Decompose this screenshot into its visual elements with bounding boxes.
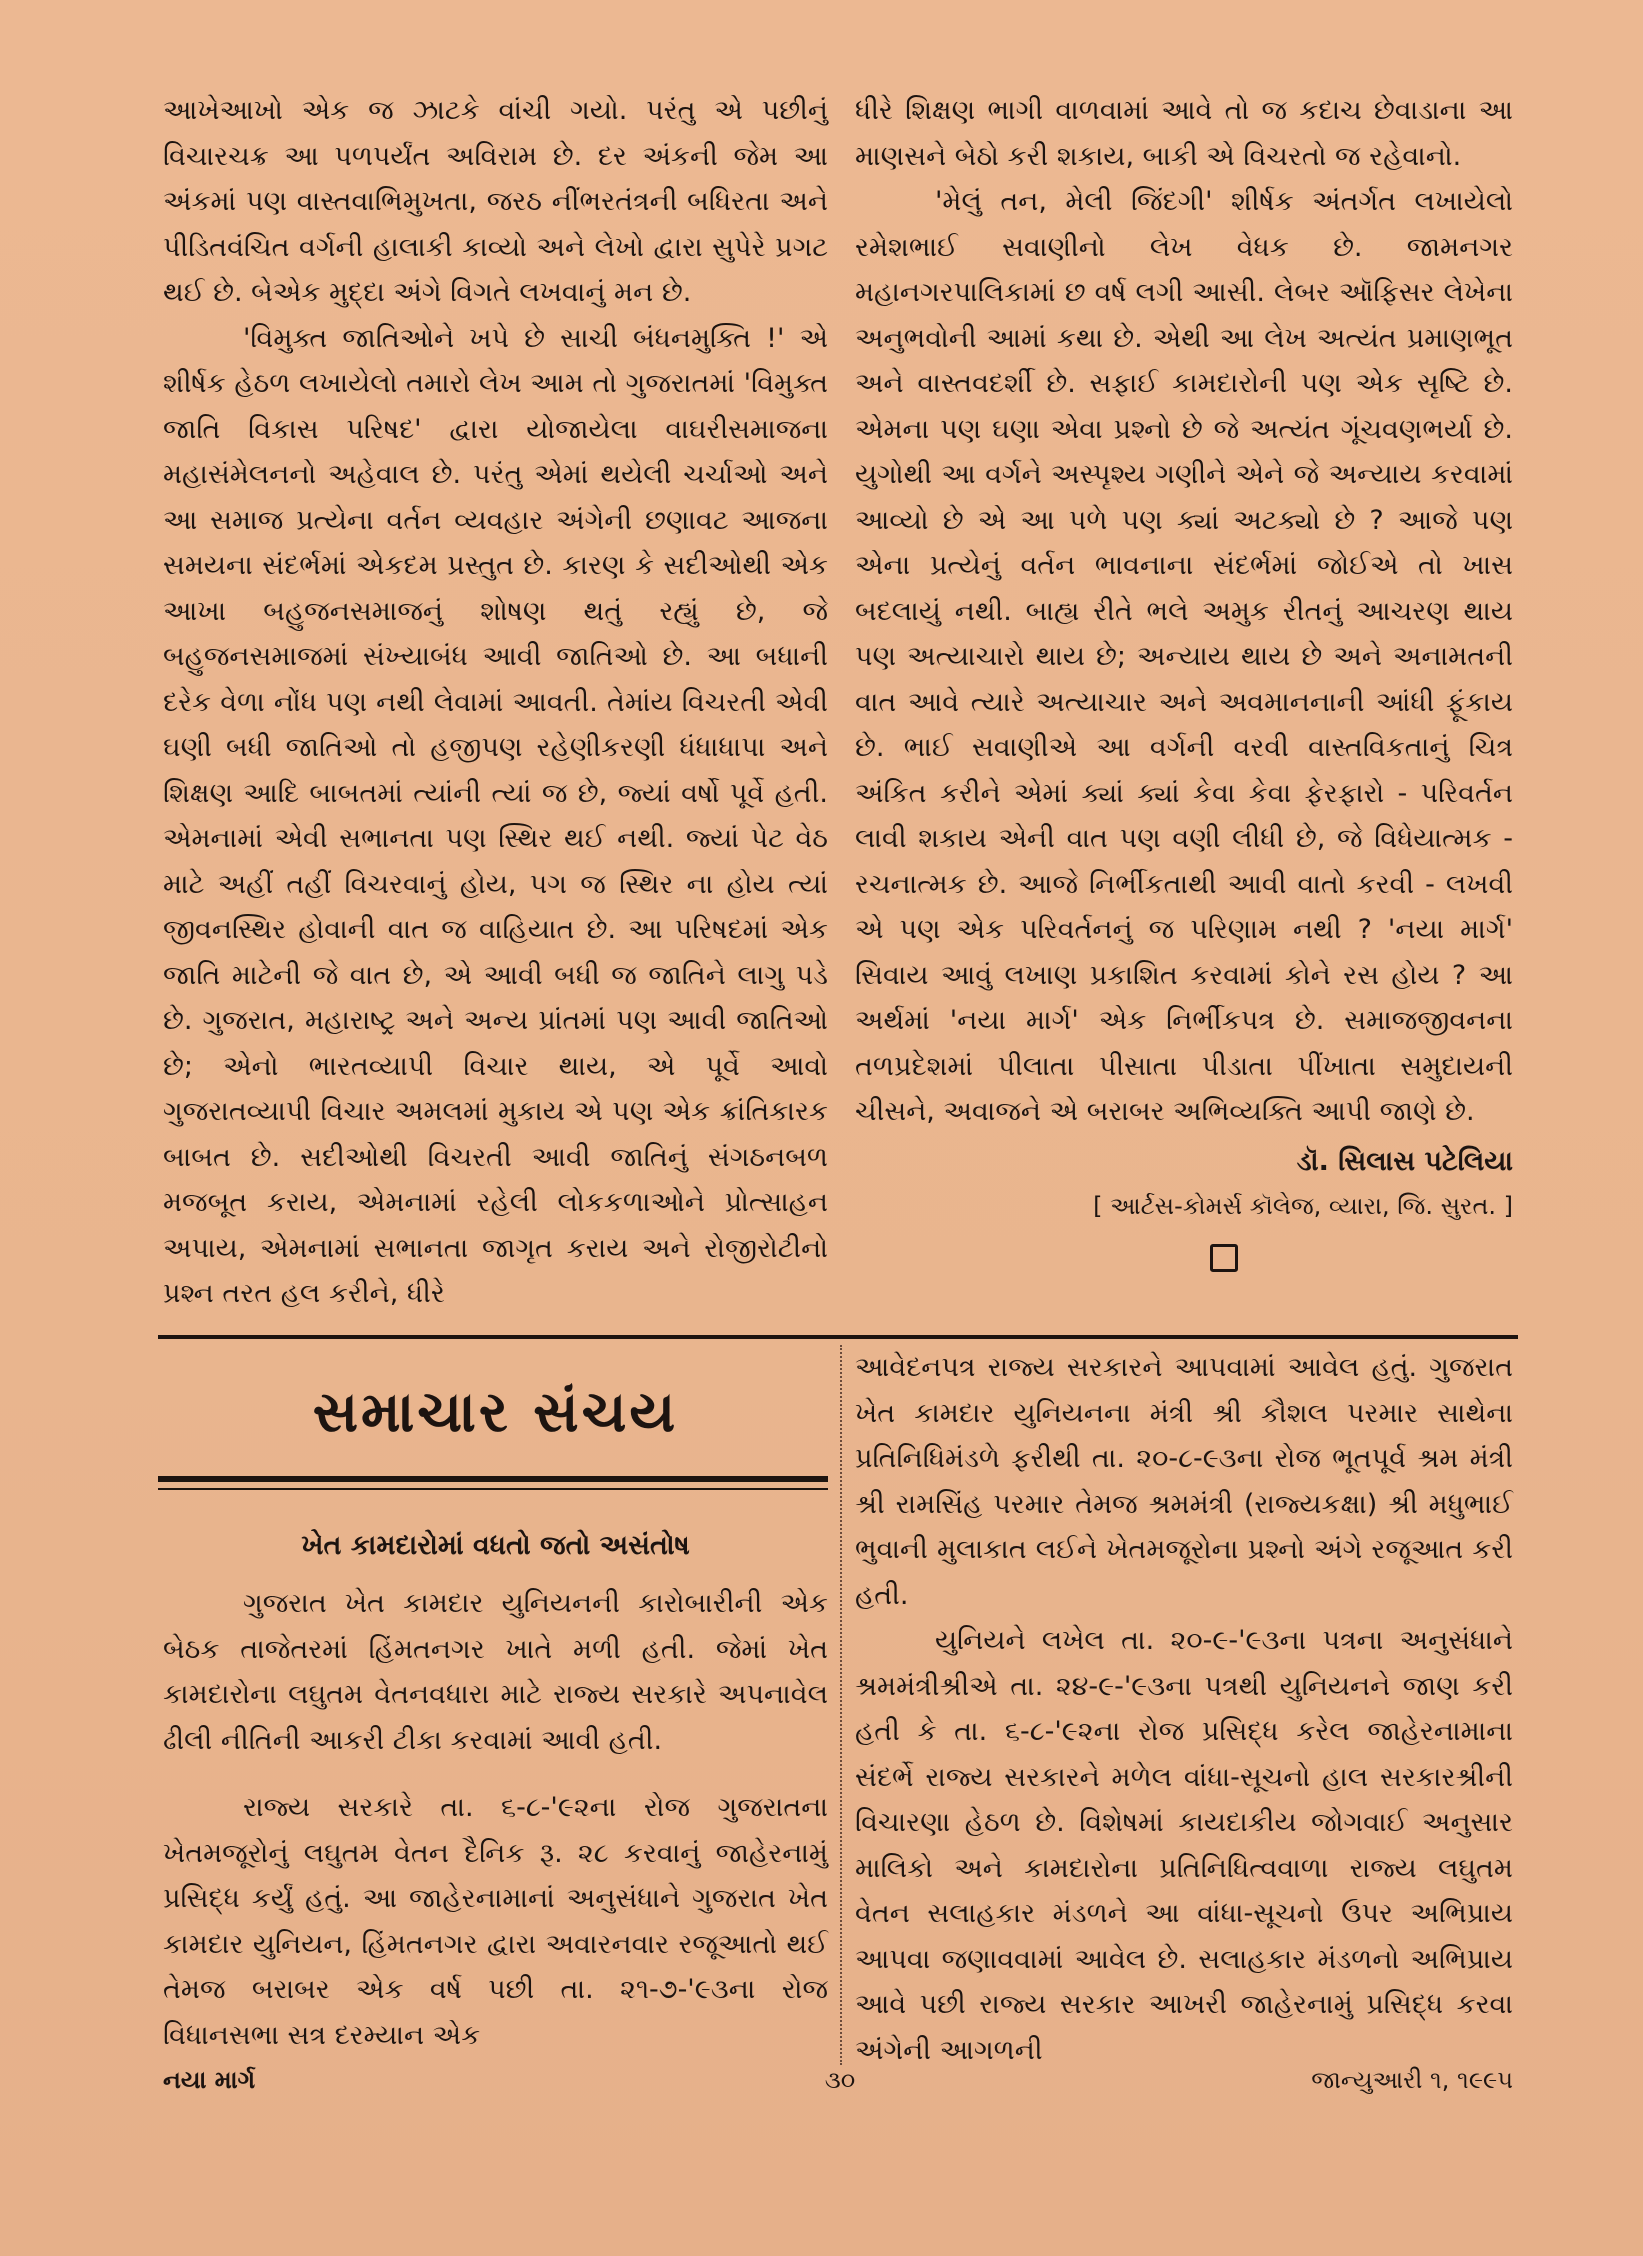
footer-date: જાન્યુઆરી ૧, ૧૯૯૫: [1311, 2066, 1513, 2094]
news-paragraph: આવેદનપત્ર રાજ્ય સરકારને આપવામાં આવેલ હતું. ગુજરાત ખેત કામદાર યુનિયનના મંત્રી શ્રી કૌશલ પરમાર સાથેના પ્રતિનિધિમંડળે ફરીથી તા. ૨૦-૮-૯૩ના રોજ ભૂતપૂર્વ શ્રમ મંત્રી શ્રી રામસિંહ પરમાર તેમજ શ્રમમંત્રી (રાજ્યકક્ષા) શ્રી મધુભાઈ ભુવાની મુલાકાત લઈને ખેતમજૂરોના પ્રશ્નો અંગે રજૂઆત કરી હતી.: [855, 1352, 1513, 1611]
letter-paragraph: આખેઆખો એક જ ઝાટકે વાંચી ગયો. પરંતુ એ પછીનું વિચારચક્ર આ પળપર્યંત અવિરામ છે. દર અંકની જેમ આ અંકમાં પણ વાસ્તવાભિમુખતા, જરઠ નીંભરતંત્રની બધિરતા અને પીડિતવંચિત વર્ગની હાલાકી કાવ્યો અને લેખો દ્વારા સુપેરે પ્રગટ થઈ છે. બેએક મુદ્દા અંગે વિગતે લખવાનું મન છે.: [163, 95, 828, 308]
news-paragraph: યુનિયને લખેલ તા. ૨૦-૯-'૯૩ના પત્રના અનુસંધાને શ્રમમંત્રીશ્રીએ તા. ૨૪-૯-'૯૩ના પત્રથી યુનિયનને જાણ કરી હતી કે તા. ૬-૮-'૯૨ના રોજ પ્રસિદ્ધ કરેલ જાહેરનામાના સંદર્ભે રાજ્ય સરકારને મળેલ વાંધા-સૂચનો હાલ સરકારશ્રીની વિચારણા હેઠળ છે. વિશેષમાં કાયદાકીય જોગવાઈ અનુસાર માલિકો અને કામદારોના પ્રતિનિધિત્વવાળા રાજ્ય લઘુતમ વેતન સલાહકાર મંડળને આ વાંધા-સૂચનો ઉપર અભિપ્રાય આપવા જણાવવામાં આવેલ છે. સલાહકાર મંડળનો અભિપ્રાય આવે પછી રાજ્ય સરકાર આખરી જાહેરનામું પ્રસિદ્ધ કરવા અંગેની આગળની: [855, 1625, 1513, 2066]
letter-paragraph: ધીરે શિક્ષણ ભાગી વાળવામાં આવે તો જ કદાચ છેવાડાના આ માણસને બેઠો કરી શકાય, બાકી એ વિચરતો જ રહેવાનો.: [855, 95, 1513, 172]
footer-magazine-name: નયા માર્ગ: [163, 2066, 256, 2094]
section-title-underline: [158, 1476, 828, 1490]
footer-page-number: ૩૦: [824, 2066, 856, 2094]
letter-affiliation: [ આર્ટસ-કોમર્સ કૉલેજ, વ્યારા, જિ. સુરત. ]: [1093, 1192, 1513, 1220]
letter-paragraph: 'વિમુક્ત જાતિઓને ખપે છે સાચી બંધનમુક્તિ !' એ શીર્ષક હેઠળ લખાયેલો તમારો લેખ આમ તો ગુજરાતમાં 'વિમુક્ત જાતિ વિકાસ પરિષદ' દ્વારા યોજાયેલા વાઘરીસમાજના મહાસંમેલનનો અહેવાલ છે. પરંતુ એમાં થયેલી ચર્ચાઓ અને આ સમાજ પ્રત્યેના વર્તન વ્યવહાર અંગેની છણાવટ આજના સમયના સંદર્ભમાં એકદમ પ્રસ્તુત છે. કારણ કે સદીઓથી એક આખા બહુજનસમાજનું શોષણ થતું રહ્યું છે, જે બહુજનસમાજમાં સંખ્યાબંધ આવી જાતિઓ છે. આ બધાની દરેક વેળા નોંધ પણ નથી લેવામાં આવતી. તેમાંય વિચરતી એવી ઘણી બધી જાતિઓ તો હજીપણ રહેણીકરણી ધંધાધાપા અને શિક્ષણ આદિ બાબતમાં ત્યાંની ત્યાં જ છે, જ્યાં વર્ષો પૂર્વે હતી. એમનામાં એવી સભાનતા પણ સ્થિર થઈ નથી. જ્યાં પેટ વેઠ માટે અહીં તહીં વિચરવાનું હોય, પગ જ સ્થિર ના હોય ત્યાં જીવનસ્થિર હોવાની વાત જ વાહિયાત છે. આ પરિષદમાં એક જાતિ માટેની જે વાત છે, એ આવી બધી જ જાતિને લાગુ પડે છે. ગુજરાત, મહારાષ્ટ્ર અને અન્ય પ્રાંતમાં પણ આવી જાતિઓ છે; એનો ભારતવ્યાપી વિચાર થાય, એ પૂર્વે આવો ગુજરાતવ્યાપી વિચાર અમલમાં મુકાય એ પણ એક ક્રાંતિકારક બાબત છે. સદીઓથી વિચરતી આવી જાતિનું સંગઠનબળ મજબૂત કરાય, એમનામાં રહેલી લોકકળાઓને પ્રોત્સાહન અપાય, એમનામાં સભાનતા જાગૃત કરાય અને રોજીરોટીનો પ્રશ્ન તરત હલ કરીને, ધીરે: [163, 322, 828, 1309]
news-left-column: [163, 1581, 828, 2058]
letter-paragraph: 'મેલું તન, મેલી જિંદગી' શીર્ષક અંતર્ગત લખાયેલો રમેશભાઈ સવાણીનો લેખ વેધક છે. જામનગર મહાનગરપાલિકામાં છ વર્ષ લગી આસી. લેબર ઑફિસર લેખેના અનુભવોની આમાં કથા છે. એથી આ લેખ અત્યંત પ્રમાણભૂત અને વાસ્તવદર્શી છે. સફાઈ કામદારોની પણ એક સૃષ્ટિ છે. એમના પણ ઘણા એવા પ્રશ્નો છે જે અત્યંત ગૂંચવણભર્યા છે. યુગોથી આ વર્ગને અસ્પૃશ્ય ગણીને એને જે અન્યાય કરવામાં આવ્યો છે એ આ પળે પણ ક્યાં અટક્યો છે ? આજે પણ એના પ્રત્યેનું વર્તન ભાવનાના સંદર્ભમાં જોઈએ તો ખાસ બદલાયું નથી. બાહ્ય રીતે ભલે અમુક રીતનું આચરણ થાય પણ અત્યાચારો થાય છે; અન્યાય થાય છે અને અનામતની વાત આવે ત્યારે અત્યાચાર અને અવમાનનાની આંધી ફૂંકાય છે. ભાઈ સવાણીએ આ વર્ગની વરવી વાસ્તવિકતાનું ચિત્ર અંકિત કરીને એમાં ક્યાં ક્યાં કેવા કેવા ફેરફારો - પરિવર્તન લાવી શકાય એની વાત પણ વણી લીધી છે, જે વિધેયાત્મક - રચનાત્મક છે. આજે નિર્ભીકતાથી આવી વાતો કરવી - લખવી એ પણ એક પરિવર્તનનું જ પરિણામ નથી ? 'નયા માર્ગ' સિવાય આવું લખાણ પ્રકાશિત કરવામાં કોને રસ હોય ? આ અર્થમાં 'નયા માર્ગ' એક નિર્ભીકપત્ર છે. સમાજજીવનના તળપ્રદેશમાં પીલાતા પીસાતા પીડાતા પીંખાતા સમુદાયની ચીસને, અવાજને એ બરાબર અભિવ્યક્તિ આપી જાણે છે.: [855, 186, 1513, 1127]
news-headline: ખેત કામદારોમાં વધતો જતો અસંતોષ: [301, 1530, 690, 1561]
end-of-article-icon: [1210, 1244, 1238, 1272]
letter-left-column: [163, 88, 828, 1317]
news-paragraph: ગુજરાત ખેત કામદાર યુનિયનની કારોબારીની એક બેઠક તાજેતરમાં હિંમતનગર ખાતે મળી હતી. જેમાં ખેત કામદારોના લઘુતમ વેતનવધારા માટે રાજ્ય સરકારે અપનાવેલ ઢીલી નીતિની આકરી ટીકા કરવામાં આવી હતી.: [163, 1588, 828, 1756]
letter-right-column: [855, 88, 1513, 1272]
column-divider: [840, 1345, 842, 2065]
section-title: સમાચાર સંચય: [312, 1380, 679, 1445]
letter-signature: ડૉ. સિલાસ પટેલિયા: [1296, 1145, 1513, 1177]
news-paragraph: રાજ્ય સરકારે તા. ૬-૮-'૯૨ના રોજ ગુજરાતના ખેતમજૂરોનું લઘુતમ વેતન દૈનિક રૂ. ૨૮ કરવાનું જાહેરનામું પ્રસિદ્ધ કર્યું હતું. આ જાહેરનામાનાં અનુસંધાને ગુજરાત ખેત કામદાર યુનિયન, હિંમતનગર દ્વારા અવારનવાર રજૂઆતો થઈ તેમજ બરાબર એક વર્ષ પછી તા. ૨૧-૭-'૯૩ના રોજ વિધાનસભા સત્ર દરમ્યાન એક: [163, 1792, 828, 2051]
news-right-column: [855, 1345, 1513, 2073]
section-divider: [158, 1335, 1518, 1339]
